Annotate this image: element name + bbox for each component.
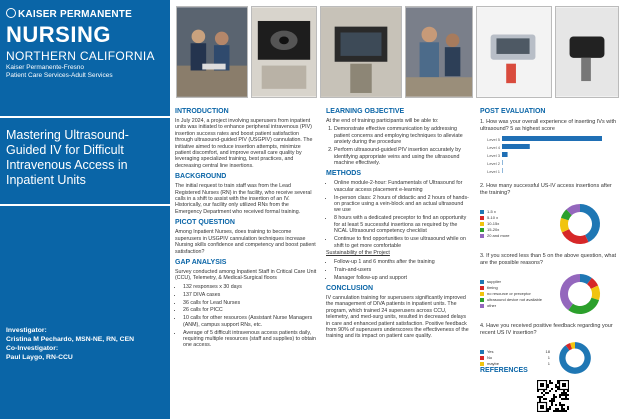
- legend-swatch: [480, 304, 484, 308]
- qr-module: [555, 390, 557, 392]
- bar-category-label: Level 3: [487, 153, 500, 158]
- qr-module: [553, 410, 555, 412]
- qr-module: [565, 398, 567, 400]
- question-3-legend: [480, 279, 550, 309]
- sustain-item: • Follow-up 1 and 6 months after the training: [334, 259, 469, 265]
- intro-heading: INTRODUCTION: [175, 108, 229, 115]
- question-2-donut-chart: [556, 200, 604, 248]
- question-2-legend: [480, 209, 550, 239]
- photo-screen-room: [320, 6, 402, 98]
- gap-item: • 36 calls for Lead Nurses: [183, 300, 317, 306]
- qr-module: [563, 408, 565, 410]
- legend-item: [480, 303, 550, 309]
- legend-swatch: [480, 234, 484, 238]
- photo-equipment-image: [477, 7, 551, 97]
- bar-mark: [502, 152, 508, 157]
- qr-module: [543, 394, 545, 396]
- legend-value: 1: [547, 355, 550, 361]
- question-3-donut-chart: [556, 270, 604, 318]
- qr-module: [539, 400, 541, 402]
- nursing-title: NURSING: [6, 22, 111, 47]
- qr-module: [557, 380, 559, 382]
- bar-mark: [502, 168, 503, 173]
- qr-module: [563, 394, 565, 396]
- qr-module: [557, 388, 559, 390]
- qr-module: [545, 398, 547, 400]
- legend-label: ultrasound device not available: [487, 297, 542, 303]
- facility-name: Kaiser Permanente-Fresno: [6, 64, 85, 71]
- bar-mark: [502, 136, 602, 141]
- sustain-heading: Sustainability of the Project: [326, 250, 390, 257]
- qr-module: [559, 404, 561, 406]
- poster-title: Mastering Ultrasound-Guided IV for Difficult Intravenous Access in Inpatient Units: [0, 116, 170, 206]
- photo-ultrasound-image: [252, 7, 316, 97]
- gap-item: • Average of 5 difficult intravenous access patients daily, requiring multiple resources (staff and supplies) to obtain one access.: [183, 330, 317, 349]
- qr-module: [565, 396, 567, 398]
- donut-slice: [568, 298, 599, 314]
- question-4-text: 4. Have you received positive feedback regarding your recent US IV insertion?: [480, 323, 613, 336]
- qr-module: [555, 404, 557, 406]
- qr-module: [553, 396, 555, 398]
- bar-category-label: Level 5: [487, 137, 500, 142]
- legend-label: timing: [487, 285, 498, 291]
- sustain-item: • Manager follow-up and support: [334, 275, 469, 281]
- qr-module: [561, 394, 563, 396]
- legend-swatch: [480, 228, 484, 232]
- qr-module: [551, 400, 553, 402]
- legend-label: no resource or preceptor: [487, 291, 531, 297]
- credits: [6, 326, 134, 362]
- post-eval-heading: POST EVALUATION: [480, 108, 546, 115]
- qr-module: [547, 410, 549, 412]
- question-2: [480, 183, 620, 250]
- qr-module: [567, 398, 569, 400]
- qr-module: [555, 384, 557, 386]
- legend-swatch: [480, 222, 484, 226]
- qr-finder-center: [562, 383, 566, 387]
- background-text: The initial request to train staff was from the Lead Registered Nurses (RN) in the facility, who receive several calls in a shift to assist with the insertion of an IV. Historically, our facility only utilized RNs from the Emergency Department who received formal training.: [175, 183, 312, 215]
- legend-swatch: [480, 216, 484, 220]
- qr-module: [563, 398, 565, 400]
- qr-module: [559, 396, 561, 398]
- legend-swatch: [480, 350, 484, 354]
- qr-module: [559, 402, 561, 404]
- legend-swatch: [480, 298, 484, 302]
- legend-swatch: [480, 292, 484, 296]
- sustain-list: [326, 259, 469, 281]
- qr-module: [555, 410, 557, 412]
- qr-module: [557, 410, 559, 412]
- legend-value: 1: [547, 361, 550, 367]
- investigator-name: Cristina M Pechardo, MSN-NE, RN, CEN: [6, 336, 135, 343]
- bar-category-label: Level 1: [487, 169, 500, 174]
- bar-category-label: Level 2: [487, 161, 500, 166]
- brand-panel: [0, 0, 170, 419]
- org-text: KAISER PERMANENTE: [18, 9, 132, 20]
- qr-finder-center: [540, 383, 544, 387]
- legend-swatch: [480, 286, 484, 290]
- qr-module: [563, 410, 565, 412]
- legend-swatch: [480, 280, 484, 284]
- legend-label: 1-5 x: [487, 209, 496, 215]
- qr-module: [557, 408, 559, 410]
- question-3: [480, 253, 620, 320]
- legend-label: No: [487, 355, 493, 361]
- legend-label: maybe: [487, 361, 500, 367]
- picot-text: Among Inpatient Nurses, does training to become superusers in USGPIV cannulation techniques increase Nursing skills confidence and competency and boost patient satisfaction?: [175, 229, 316, 255]
- question-1-text: 1. How was your overall experience of inserting IVs with ultrasound? 5 as highest score: [480, 119, 617, 132]
- qr-module: [567, 390, 569, 392]
- qr-module: [547, 384, 549, 386]
- gap-text: Survey conducted among Inpatient Staff in Critical Care Unit (CCU), Telemetry, & Medical-Surgical floors: [175, 268, 317, 282]
- qr-module: [555, 396, 557, 398]
- qr-module: [539, 398, 541, 400]
- qr-module: [541, 392, 543, 394]
- qr-module: [537, 396, 539, 398]
- column-right: [480, 104, 620, 378]
- bar-mark: [502, 144, 530, 149]
- photo-probe-image: [556, 7, 618, 97]
- methods-item: • Continue to find opportunities to use ultrasound while on shift to get more comfortable: [334, 236, 469, 249]
- donut-slice: [560, 274, 580, 310]
- region-title: NORTHERN CALIFORNIA: [6, 49, 155, 63]
- conclusion-heading: CONCLUSION: [326, 285, 374, 293]
- methods-item: • Online module-2-hour: Fundamentals of Ultrasound for vascular access placement e-learning: [334, 180, 469, 193]
- qr-finder-center: [540, 405, 544, 409]
- question-2-text: 2. How many successful US-IV access insertions after the training?: [480, 183, 612, 196]
- qr-module: [555, 408, 557, 410]
- qr-module: [541, 396, 543, 398]
- qr-module: [537, 390, 539, 392]
- bar-category-label: Level 4: [487, 145, 500, 150]
- column-left: [175, 104, 317, 350]
- legend-swatch: [480, 210, 484, 214]
- qr-module: [567, 408, 569, 410]
- qr-module: [565, 392, 567, 394]
- qr-module: [547, 392, 549, 394]
- legend-label: 15-20x: [487, 227, 500, 233]
- qr-module: [565, 410, 567, 412]
- legend-swatch: [480, 362, 484, 366]
- objective-item: 2. Perform ultrasound-guided PIV insertion accurately by identifying appropriate veins and using the ultrasound machine effectively.: [334, 147, 469, 166]
- objective-intro: At the end of training participants will be able to:: [326, 118, 439, 124]
- qr-module: [557, 386, 559, 388]
- intro-text: In July 2024, a project involving superusers from inpatient units was initiated to enhance peripheral intravenous (PIV) insertion success rates and boost patient satisfaction through ultrasound-guided PIV (USGPIV) cannulation. The initiative aimed to reduce insertion attempts, minimize patient discomfort, and improve overall care quality by leveraging specialized training, best practices, and decreasing central line insertions.: [175, 118, 313, 169]
- photo-training-1-image: [177, 7, 247, 97]
- qr-module: [557, 382, 559, 384]
- background-heading: BACKGROUND: [175, 173, 227, 181]
- question-4-legend: [480, 349, 550, 367]
- legend-swatch: [480, 356, 484, 360]
- qr-module: [553, 400, 555, 402]
- qr-module: [559, 410, 561, 412]
- qr-module: [561, 410, 563, 412]
- qr-module: [565, 394, 567, 396]
- qr-module: [549, 406, 551, 408]
- donut-slice: [562, 230, 589, 245]
- qr-module: [551, 398, 553, 400]
- qr-module: [563, 390, 565, 392]
- question-3-text: 3. If you scored less than 5 on the above question, what are the possible reasons?: [480, 253, 617, 266]
- qr-module: [551, 388, 553, 390]
- qr-module: [551, 402, 553, 404]
- qr-module: [547, 408, 549, 410]
- objective-heading: LEARNING OBJECTIVE: [326, 108, 405, 115]
- qr-module: [549, 390, 551, 392]
- methods-list: [326, 180, 469, 249]
- qr-module: [545, 392, 547, 394]
- legend-label: 20 and more: [487, 233, 510, 239]
- qr-module: [563, 392, 565, 394]
- qr-module: [551, 382, 553, 384]
- gap-item: • 137 DIVA cases: [183, 292, 317, 298]
- question-1-bar-chart: [480, 134, 610, 178]
- qr-module: [553, 398, 555, 400]
- objective-list: [326, 126, 469, 166]
- department-name: Patient Care Services-Adult Services: [6, 72, 113, 79]
- gap-list: [175, 284, 317, 349]
- photo-probe: [555, 6, 619, 98]
- qr-module: [561, 408, 563, 410]
- sustain-item: • Train-and-users: [334, 267, 469, 273]
- gap-heading: GAP ANALYSIS: [175, 258, 227, 266]
- investigator-label: Investigator:: [6, 327, 47, 334]
- co-investigator-name: Paul Laygo, RN-CCU: [6, 354, 73, 361]
- qr-module: [561, 398, 563, 400]
- qr-module: [549, 408, 551, 410]
- gap-item: • 132 responses x 30 days: [183, 284, 317, 290]
- qr-module: [549, 380, 551, 382]
- qr-module: [555, 386, 557, 388]
- qr-module: [561, 406, 563, 408]
- qr-module: [551, 404, 553, 406]
- photo-ultrasound-screen: [251, 6, 317, 98]
- objective-item: 1. Demonstrate effective communication by addressing patient concerns and employing techniques to alleviate anxiety during the procedure: [334, 126, 469, 145]
- methods-heading: METHODS: [326, 170, 361, 178]
- qr-module: [547, 386, 549, 388]
- photo-equipment: [476, 6, 552, 98]
- conclusion-text: IV cannulation training for superusers significantly improved the management of DIVA patients in inpatient units. The program, which trained 24 superusers across CCU, telemetry, and med-surg units, resulted in decreased delays in care and enhanced patient satisfaction. Positive feedback from 90% of superusers underscores the effectiveness of the training and its impact on patient care quality.: [326, 295, 469, 340]
- qr-module: [543, 390, 545, 392]
- photo-screen-room-image: [321, 7, 401, 97]
- legend-label: Yes: [487, 349, 494, 355]
- bar-mark: [502, 160, 503, 165]
- legend-label: supplier: [487, 279, 502, 285]
- legend-value: 18: [545, 349, 550, 355]
- qr-module: [553, 394, 555, 396]
- photo-training-1: [176, 6, 248, 98]
- photo-practice: [405, 6, 473, 98]
- legend-label: 10-15x: [487, 221, 500, 227]
- column-middle: [326, 104, 469, 342]
- question-1: [480, 119, 620, 180]
- qr-module: [561, 404, 563, 406]
- qr-module: [567, 394, 569, 396]
- qr-module: [561, 392, 563, 394]
- gap-item: • 10 calls for other resources (Assistant Nurse Managers (ANM), campus support RNs, etc.: [183, 315, 317, 328]
- question-4-donut-chart: [556, 339, 594, 377]
- methods-item: • 8 hours with a dedicated preceptor to find an opportunity for at least 5 successful insertions as required by the NCAL Ultrasound competency checklist: [334, 215, 469, 234]
- qr-module: [559, 394, 561, 396]
- picot-heading: PICOT QUESTION: [175, 219, 235, 227]
- qr-module: [539, 396, 541, 398]
- qr-module: [567, 406, 569, 408]
- qr-module: [549, 400, 551, 402]
- facility-info: [6, 64, 113, 80]
- legend-label: other: [487, 303, 497, 309]
- co-investigator-label: Co-Investigator:: [6, 345, 59, 352]
- legend-item: [480, 233, 550, 239]
- qr-module: [563, 404, 565, 406]
- gap-item: • 26 calls for PICC: [183, 307, 317, 313]
- photo-practice-image: [406, 7, 472, 97]
- qr-module: [549, 382, 551, 384]
- qr-module: [543, 398, 545, 400]
- references-heading: REFERENCES: [480, 367, 528, 374]
- legend-label: 5-10 x: [487, 215, 499, 221]
- qr-code-icon[interactable]: [537, 380, 569, 412]
- kp-logo-icon: [6, 8, 16, 18]
- methods-item: • In-person class: 2 hours of didactic and 2 hours of hands-on practice using a vein-block and an actual ultrasound we use: [334, 195, 469, 214]
- org-name: [6, 8, 132, 20]
